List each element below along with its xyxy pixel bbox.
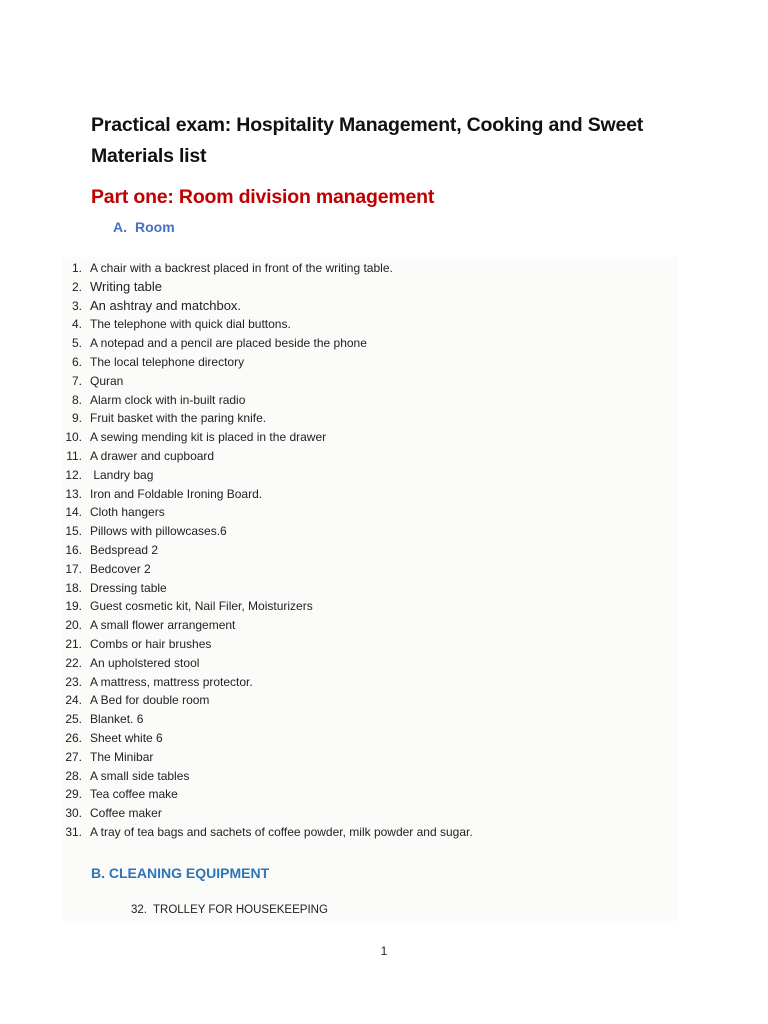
list-item-text: A notepad and a pencil are placed beside the phone xyxy=(90,336,367,351)
section-b-heading: B. CLEANING EQUIPMENT xyxy=(91,865,270,881)
list-item xyxy=(131,904,328,916)
list-item xyxy=(62,635,473,654)
list-item xyxy=(62,748,473,767)
list-item-text: An ashtray and matchbox. xyxy=(90,297,242,313)
list-item-text: An upholstered stool xyxy=(90,655,200,670)
list-item-number: 28. xyxy=(65,768,82,783)
list-item-number: 29. xyxy=(65,787,82,802)
list-item-text: A small flower arrangement xyxy=(90,618,236,633)
list-item xyxy=(62,297,473,316)
list-item-number: 5. xyxy=(71,336,82,351)
part-one-heading: Part one: Room division management xyxy=(91,186,435,208)
list-item xyxy=(62,447,473,466)
section-a-number: A. xyxy=(113,219,127,235)
list-item-text: A sewing mending kit is placed in the drawer xyxy=(90,430,327,445)
list-item-number: 11. xyxy=(66,448,82,463)
list-item-text: Fruit basket with the paring knife. xyxy=(90,411,267,426)
list-item-number: 1. xyxy=(71,261,82,275)
list-item-number: 30. xyxy=(65,806,82,821)
list-item-number: 7. xyxy=(71,373,82,388)
list-item-text: Cloth hangers xyxy=(90,505,165,520)
list-item xyxy=(62,560,473,579)
list-item-number: 32. xyxy=(131,904,147,916)
list-item-number: 25. xyxy=(65,712,82,727)
list-item-number: 22. xyxy=(65,655,82,670)
list-item-text: Quran xyxy=(90,373,124,388)
list-item-number: 19. xyxy=(65,599,82,614)
list-item xyxy=(62,579,473,598)
list-item xyxy=(62,315,473,334)
list-item xyxy=(62,334,473,353)
list-item-number: 14. xyxy=(65,505,82,520)
list-item-number: 3. xyxy=(71,298,82,313)
list-item-number: 21. xyxy=(65,636,82,651)
list-item xyxy=(62,616,473,635)
list-item-text: Dressing table xyxy=(90,580,167,595)
list-item-text: Pillows with pillowcases.6 xyxy=(90,524,227,539)
list-item-number: 2. xyxy=(71,279,82,294)
section-a-label: Room xyxy=(135,219,175,235)
list-item-number: 16. xyxy=(65,542,82,557)
section-a-heading xyxy=(113,219,175,235)
list-item-number: 8. xyxy=(71,392,82,407)
list-item-number: 20. xyxy=(65,618,82,633)
list-item-number: 24. xyxy=(65,693,82,708)
list-item xyxy=(62,409,473,428)
list-item-text: Iron and Foldable Ironing Board. xyxy=(90,486,263,501)
list-item xyxy=(62,654,473,673)
list-item-text: A chair with a backrest placed in front of the writing table. xyxy=(90,261,393,275)
list-item-number: 12. xyxy=(65,467,82,482)
list-item-text: Blanket. 6 xyxy=(90,712,144,727)
list-item xyxy=(62,804,473,823)
list-item-text: Bedcover 2 xyxy=(90,561,151,576)
list-item xyxy=(62,503,473,522)
list-item xyxy=(62,729,473,748)
list-item xyxy=(62,466,473,485)
list-item-text: Landry bag xyxy=(90,467,154,482)
list-item-number: 4. xyxy=(71,317,82,332)
list-item-number: 31. xyxy=(65,824,82,839)
list-item-text: Writing table xyxy=(90,278,163,294)
list-item-number: 17. xyxy=(65,561,82,576)
list-item-number: 6. xyxy=(71,354,82,369)
list-item-text: The telephone with quick dial buttons. xyxy=(90,317,291,332)
list-item xyxy=(62,597,473,616)
list-item-text: The local telephone directory xyxy=(90,354,245,369)
list-item xyxy=(62,823,473,842)
list-item-text: Combs or hair brushes xyxy=(90,636,212,651)
list-item xyxy=(62,767,473,786)
list-item xyxy=(62,710,473,729)
list-item xyxy=(62,691,473,710)
list-item-text: A tray of tea bags and sachets of coffee powder, milk powder and sugar. xyxy=(90,824,473,839)
list-item-text: TROLLEY FOR HOUSEKEEPING xyxy=(153,904,328,916)
list-item-number: 18. xyxy=(65,580,82,595)
page-number: 1 xyxy=(380,944,388,958)
list-item-text: Tea coffee make xyxy=(90,787,178,802)
list-item-text: Sheet white 6 xyxy=(90,730,163,745)
list-item-text: A mattress, mattress protector. xyxy=(90,674,253,689)
list-item-number: 26. xyxy=(65,730,82,745)
list-item xyxy=(62,673,473,692)
list-item xyxy=(62,372,473,391)
list-item xyxy=(62,785,473,804)
list-item-number: 9. xyxy=(71,411,82,426)
list-item-text: A Bed for double room xyxy=(90,693,210,708)
list-item-text: The Minibar xyxy=(90,749,154,764)
list-item-number: 13. xyxy=(65,486,82,501)
list-item-text: Coffee maker xyxy=(90,806,162,821)
list-item-text: Guest cosmetic kit, Nail Filer, Moisturizers xyxy=(90,599,313,614)
materials-list xyxy=(62,259,473,842)
list-item xyxy=(62,353,473,372)
list-item-text: Alarm clock with in-built radio xyxy=(90,392,246,407)
list-item xyxy=(62,278,473,297)
list-item xyxy=(62,259,473,278)
list-item xyxy=(62,522,473,541)
list-item-text: A drawer and cupboard xyxy=(90,448,215,463)
list-item-number: 10. xyxy=(65,430,82,445)
list-item-text: Bedspread 2 xyxy=(90,542,159,557)
list-item-text: A small side tables xyxy=(90,768,190,783)
list-item xyxy=(62,485,473,504)
list-item xyxy=(62,428,473,447)
list-item-number: 15. xyxy=(65,524,82,539)
document-title: Practical exam: Hospitality Management, Cooking and Sweet Materials list xyxy=(91,114,644,167)
list-item xyxy=(62,541,473,560)
list-item xyxy=(62,391,473,410)
list-item-number: 23. xyxy=(65,674,82,689)
list-item-number: 27. xyxy=(65,749,82,764)
